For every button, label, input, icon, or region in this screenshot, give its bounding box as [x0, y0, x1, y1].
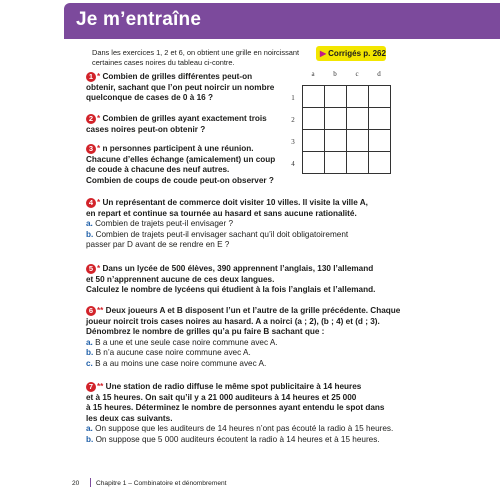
exercise-line: joueur noircit trois cases noires au hasard. A a noirci (a ; 2), (b ; 4) et (d ; 3).	[86, 316, 380, 326]
grid-row-label: 1	[291, 94, 295, 102]
difficulty-stars: **	[97, 306, 104, 315]
grid-cell	[325, 108, 347, 130]
difficulty-stars: *	[97, 144, 101, 153]
grid-cell	[303, 152, 325, 174]
difficulty-stars: *	[97, 264, 101, 273]
grid-row-label: 3	[291, 138, 295, 146]
grid-column-label: d	[377, 70, 381, 78]
exercise-3	[86, 144, 291, 186]
corriges-badge[interactable]	[316, 46, 386, 61]
grid-cell	[347, 108, 369, 130]
exercise-subquestion: a. B a une et une seule case noire commune avec A.	[86, 337, 278, 347]
exercise-line: en repart et continue sa tournée au hasard et sans aucune rationalité.	[86, 208, 357, 218]
exercise-line: Une station de radio diffuse le même spot publicitaire à 14 heures	[105, 382, 362, 391]
grid-cell	[303, 130, 325, 152]
grid-cell	[369, 108, 391, 130]
footer-divider	[90, 478, 91, 487]
exercise-line: à 15 heures. Déterminez le nombre de personnes ayant entendu le spot dans	[86, 403, 385, 413]
grid-cell	[369, 130, 391, 152]
exercise-line: cases noires peut-on obtenir ?	[86, 124, 206, 134]
exercise-line: Deux joueurs A et B disposent l’un et l’autre de la grille précédente. Chaque	[105, 306, 401, 315]
exercise-line: et à 15 heures. On sait qu’il y a 21 000 auditeurs à 14 heures et 25 000	[86, 392, 357, 402]
section-header	[64, 3, 500, 39]
exercise-number: 7	[86, 382, 96, 392]
exercise-number: 2	[86, 114, 96, 124]
exercise-1	[86, 72, 286, 104]
exercise-line: Dans un lycée de 500 élèves, 390 apprennent l’anglais, 130 l’allemand	[102, 264, 374, 273]
corriges-label: Corrigés p. 262	[328, 49, 386, 58]
exercise-line: de coude à chacune des neuf autres.	[86, 165, 230, 175]
reference-grid	[288, 70, 408, 182]
exercise-subquestion: c. B a au moins une case noire commune avec A.	[86, 358, 267, 368]
exercise-line: Calculez le nombre de lycéens qui étudient à la fois l’anglais et l’allemand.	[86, 285, 376, 295]
difficulty-stars: **	[97, 382, 104, 391]
page-number: 20	[72, 480, 80, 487]
exercise-6	[86, 306, 416, 370]
exercise-line: quelconque de cases de 0 à 16 ?	[86, 93, 213, 103]
exercise-number: 5	[86, 264, 96, 274]
exercise-2	[86, 114, 286, 135]
exercise-line: les deux cas suivants.	[86, 413, 173, 423]
exercise-number: 3	[86, 144, 96, 154]
grid-row-label: 2	[291, 116, 295, 124]
exercise-subquestion: a. Combien de trajets peut-il envisager ?	[86, 219, 234, 229]
triangle-right-icon: ▶	[320, 49, 327, 58]
section-title: Je m’entraîne	[76, 9, 202, 30]
exercise-line: Combien de coups de coude peut-on observer ?	[86, 175, 274, 185]
exercise-subquestion: b. B n’a aucune case noire commune avec A.	[86, 348, 251, 358]
exercise-number: 4	[86, 198, 96, 208]
grid-cell	[369, 86, 391, 108]
grid-column-label: a	[311, 70, 315, 78]
chapter-title: Chapitre 1 – Combinatoire et dénombrement	[96, 480, 227, 487]
exercise-line: Combien de grilles différentes peut-on	[102, 72, 253, 81]
exercise-subquestion: a. On suppose que les auditeurs de 14 heures n’ont pas écouté la radio à 15 heures.	[86, 424, 394, 434]
grid-cell	[369, 152, 391, 174]
grid-cell	[325, 152, 347, 174]
exercise-line: Combien de grilles ayant exactement trois	[102, 114, 267, 123]
intro-text: Dans les exercices 1, 2 et 6, on obtient une grille en noircissant certaines cases noires du tableau ci-contre.	[92, 48, 300, 67]
grid-cell	[325, 130, 347, 152]
exercise-number: 1	[86, 72, 96, 82]
exercise-line: obtenir, sachant que l’on peut noircir un nombre	[86, 82, 275, 92]
grid-table	[302, 85, 391, 174]
exercise-4	[86, 198, 416, 251]
exercise-7	[86, 382, 416, 446]
grid-cell	[303, 108, 325, 130]
difficulty-stars: *	[97, 198, 101, 207]
exercise-line: et 50 n’apprennent aucune de ces deux langues.	[86, 274, 275, 284]
grid-cell	[347, 130, 369, 152]
exercise-line: Un représentant de commerce doit visiter 10 villes. Il visite la ville A,	[102, 198, 368, 207]
exercise-line: Dénombrez le nombre de grilles qu’a pu faire B sachant que :	[86, 327, 325, 337]
grid-column-label: b	[333, 70, 337, 78]
grid-cell	[347, 152, 369, 174]
difficulty-stars: *	[97, 114, 101, 123]
exercise-number: 6	[86, 306, 96, 316]
exercise-subquestion: b. On suppose que 5 000 auditeurs écoutent la radio à 14 heures et à 15 heures.	[86, 434, 380, 444]
difficulty-stars: *	[97, 72, 101, 81]
grid-cell	[347, 86, 369, 108]
exercise-line: n personnes participent à une réunion.	[102, 144, 254, 153]
grid-row-label: 4	[291, 160, 295, 168]
exercise-subquestion: b. Combien de trajets peut-il envisager sachant qu’il doit obligatoirement	[86, 229, 349, 239]
grid-cell	[303, 86, 325, 108]
grid-column-label: c	[355, 70, 359, 78]
exercise-line: Chacune d’elles échange (amicalement) un coup	[86, 154, 276, 164]
exercise-5	[86, 264, 416, 296]
exercise-line: passer par D avant de se rendre en E ?	[86, 240, 230, 250]
grid-cell	[325, 86, 347, 108]
page-footer	[72, 478, 226, 487]
